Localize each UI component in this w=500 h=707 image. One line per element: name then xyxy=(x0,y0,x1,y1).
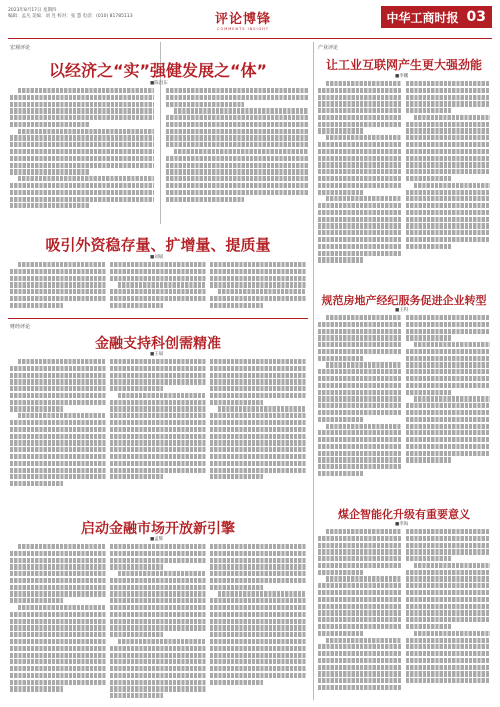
header-date: 2023年8月17日 星期四 xyxy=(8,8,57,13)
article-body xyxy=(406,315,490,495)
article-body xyxy=(210,262,306,314)
article-body xyxy=(318,315,401,495)
article-body xyxy=(10,88,154,220)
article-body xyxy=(10,544,106,702)
header-editors: 编辑：孟凡 美编：刘 昱 校对：张 慧 电话：(010) 81785113 xyxy=(8,14,133,19)
article-headline: 以经济之“实”强健发展之“体” xyxy=(48,61,268,80)
page-number: 03 xyxy=(466,9,486,25)
section-label-macro: 宏观评论 xyxy=(10,45,31,51)
article-headline: 让工业互联网产生更大强劲能 xyxy=(325,58,482,72)
article-body xyxy=(110,544,206,702)
article-headline: 吸引外资稳存量、扩增量、提质量 xyxy=(45,236,271,254)
article-headline: 启动金融市场开放新引擎 xyxy=(81,521,235,537)
section-subtitle: COMMENTS INSIGHT xyxy=(217,27,269,31)
article-body xyxy=(166,88,308,220)
article-body xyxy=(406,81,490,281)
article-headline: 规范房地产经纪服务促进企业转型 xyxy=(321,294,487,307)
article-byline: ■陈昌东 xyxy=(150,81,168,86)
article-body xyxy=(10,262,106,314)
section-title: 评论博锋 xyxy=(214,12,271,27)
article-body xyxy=(210,544,306,702)
column-divider xyxy=(313,42,314,700)
header-meta xyxy=(8,8,133,20)
article-headline: 金融支持科创需精准 xyxy=(95,336,221,352)
article-byline: ■刘斌 xyxy=(150,255,164,260)
newspaper-banner xyxy=(381,6,493,28)
article-body xyxy=(110,262,206,314)
article-body xyxy=(110,359,206,509)
article-byline: ■孟辉 xyxy=(150,537,164,542)
section-label-industry: 产业评论 xyxy=(318,45,339,51)
article-byline: ■王科 xyxy=(395,308,409,313)
header-rule xyxy=(8,38,492,39)
article-body xyxy=(210,359,306,509)
article-byline: ■李鹏 xyxy=(395,74,409,79)
article-body xyxy=(10,359,106,509)
section-rule xyxy=(8,318,308,319)
article-body xyxy=(318,529,401,702)
section-masthead xyxy=(193,8,293,31)
article-byline: ■李海 xyxy=(395,522,409,527)
section-label-finance: 财经评论 xyxy=(10,324,31,330)
article-byline: ■王斌 xyxy=(150,352,164,357)
article-body xyxy=(318,81,401,281)
newspaper-name: 中华工商时报 xyxy=(386,10,459,25)
article-headline: 煤企智能化升级有重要意义 xyxy=(338,508,470,521)
article-body xyxy=(406,529,490,702)
page-header xyxy=(8,6,492,36)
